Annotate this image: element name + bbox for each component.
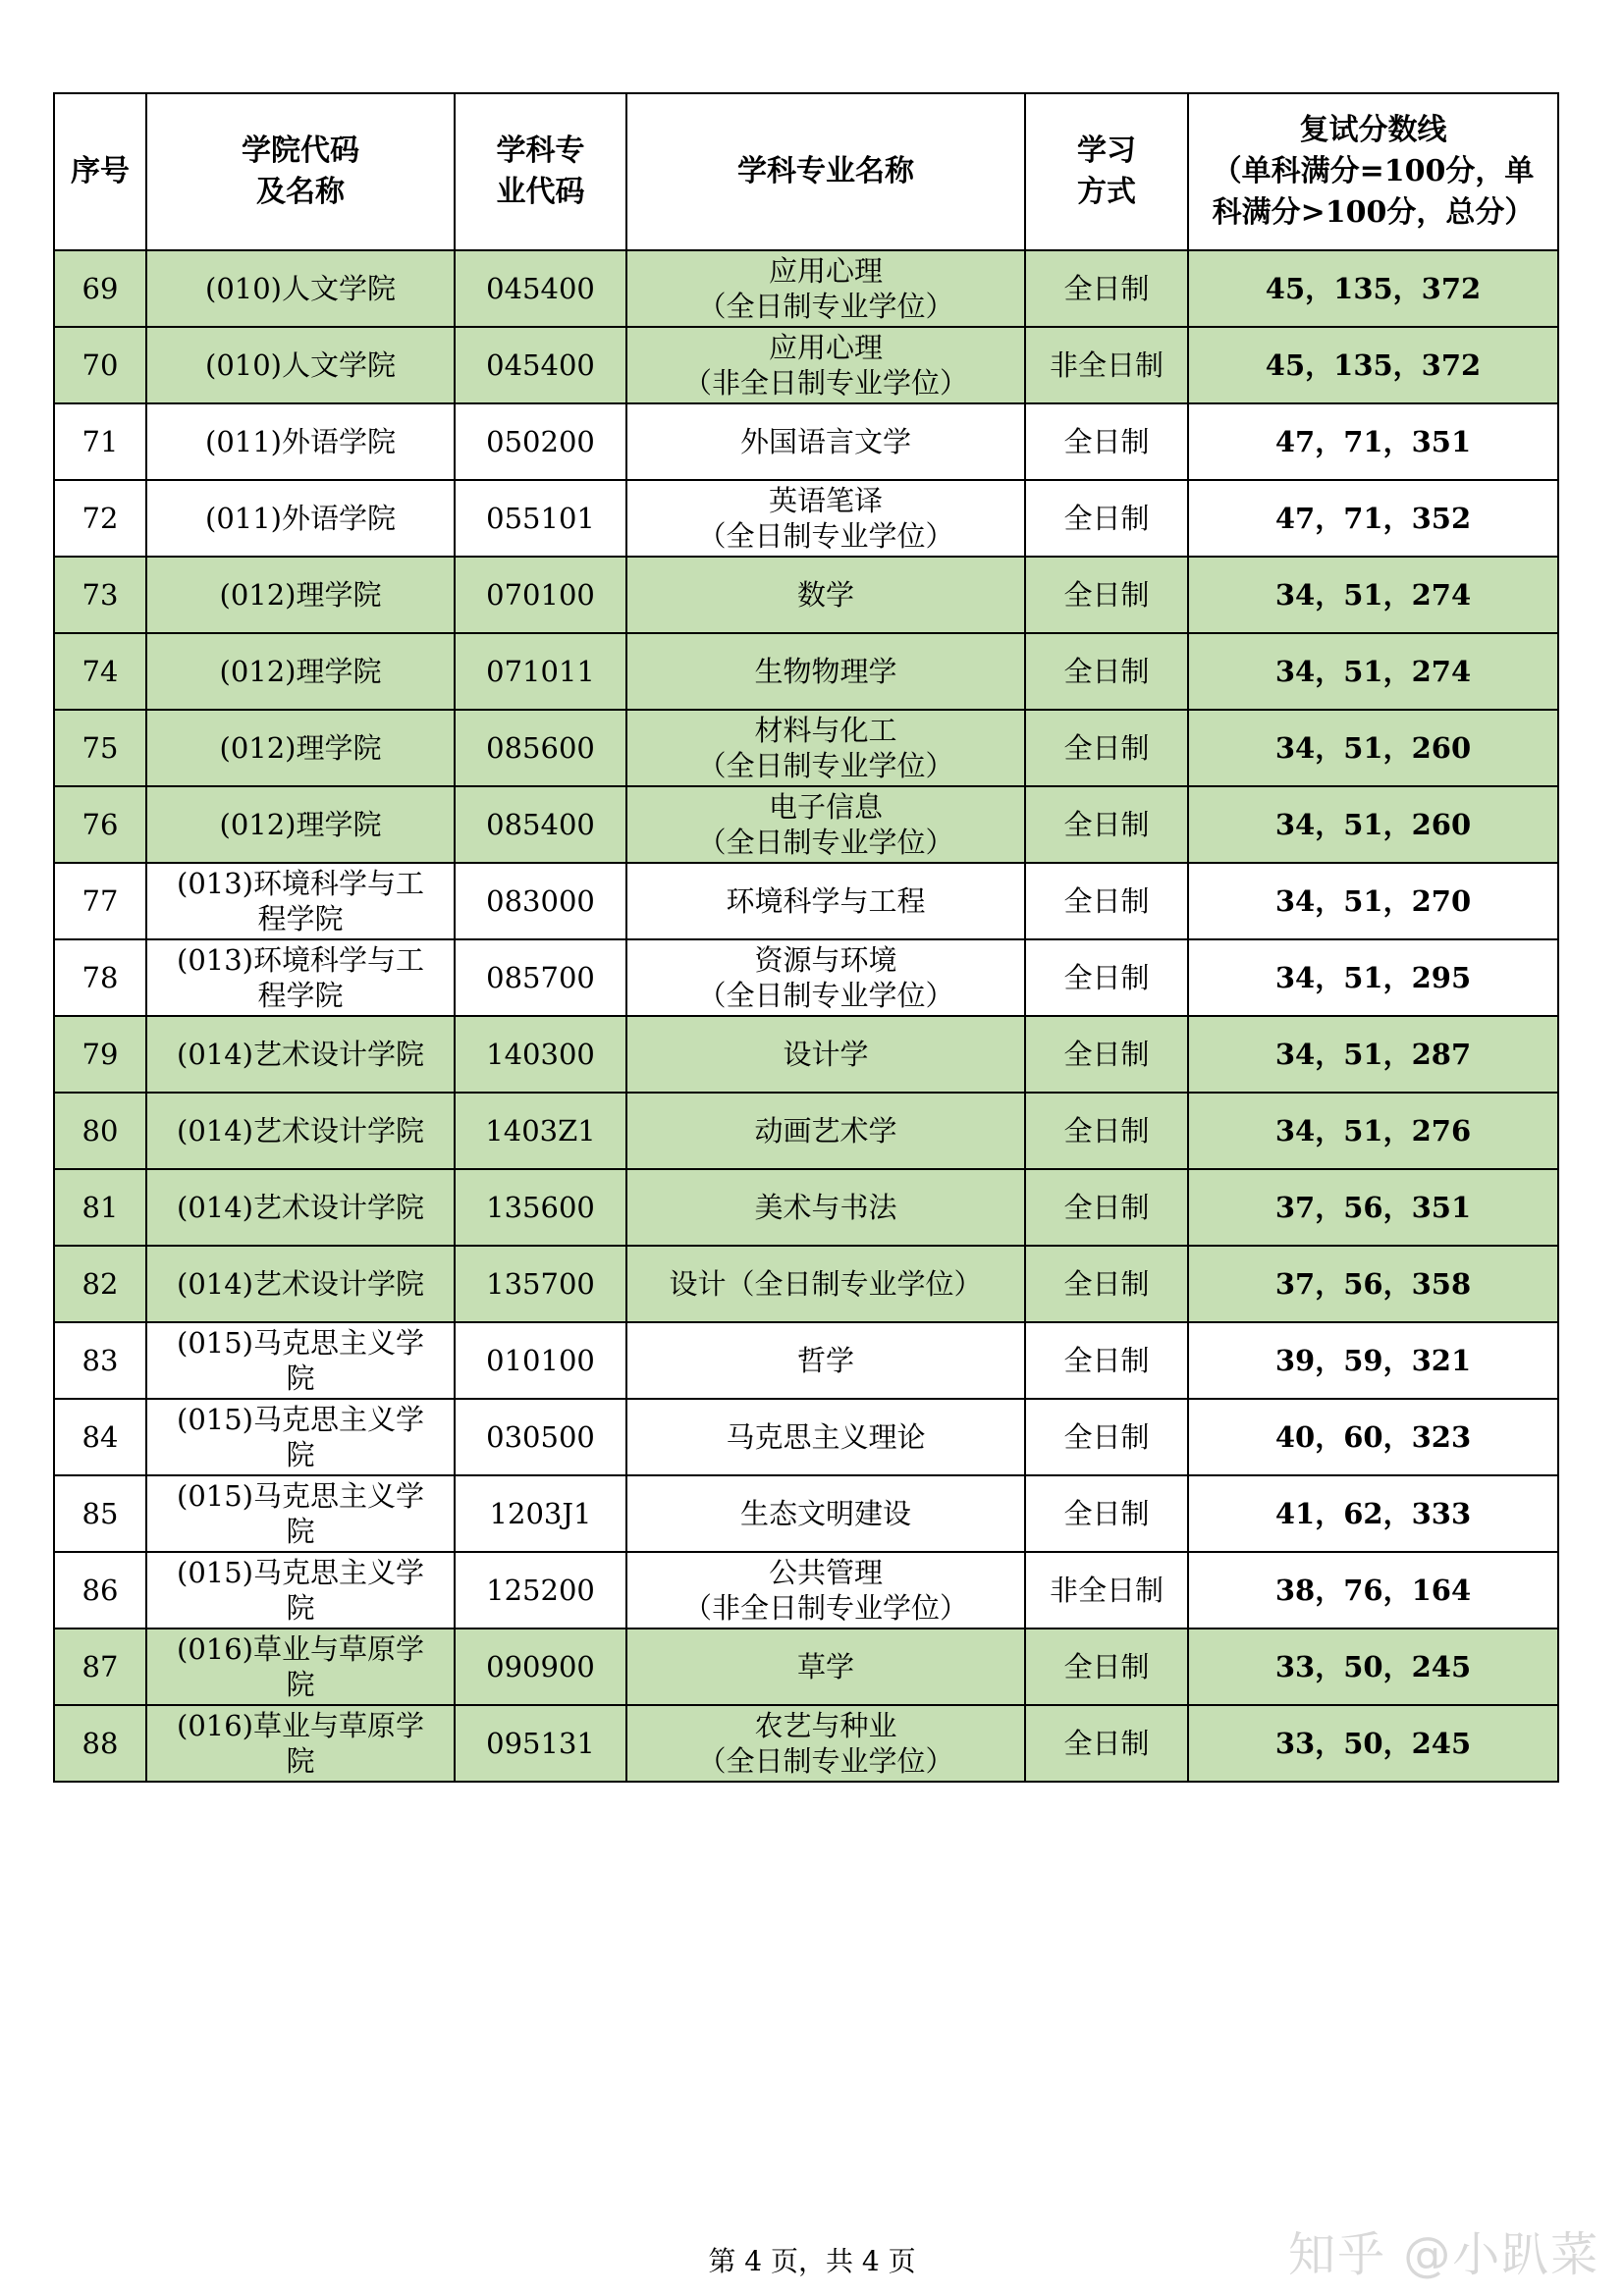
score-cell	[1188, 939, 1558, 1016]
watermark: 知乎 @小趴菜	[1288, 2227, 1600, 2282]
study-mode-cell	[1025, 1475, 1188, 1552]
cell-text: 39，59，321	[1274, 1344, 1472, 1377]
cell-text: 85	[81, 1497, 119, 1530]
header-score-line: 复试分数线 （单科满分=100分，单 科满分>100分，总分）	[1188, 93, 1558, 250]
cell-text: （全日制专业学位）	[697, 290, 954, 323]
cell-text: 生态文明建设	[739, 1497, 911, 1530]
score-cell	[1188, 1246, 1558, 1322]
score-cell	[1188, 1475, 1558, 1552]
college-cell	[146, 327, 455, 403]
seq-cell	[54, 250, 146, 327]
score-cell	[1188, 327, 1558, 403]
cell-text: (013)环境科学与工	[177, 943, 424, 977]
table-row	[54, 557, 1558, 633]
score-cell	[1188, 633, 1558, 710]
study-mode-cell	[1025, 939, 1188, 1016]
cell-text: 全日制	[1063, 1497, 1150, 1530]
score-cell	[1188, 557, 1558, 633]
cell-text: 34，51，295	[1274, 961, 1472, 994]
cell-text: 010100	[486, 1344, 595, 1377]
cell-text: 083000	[486, 884, 595, 918]
retest-score-table	[53, 92, 1559, 1783]
cell-text: (015)马克思主义学	[177, 1326, 424, 1360]
cell-text: 135700	[486, 1267, 595, 1301]
cell-text: 75	[81, 731, 119, 765]
cell-text: 全日制	[1063, 272, 1150, 305]
score-cell	[1188, 1552, 1558, 1629]
study-mode-cell	[1025, 710, 1188, 786]
cell-text: 院	[286, 1744, 315, 1778]
seq-cell	[54, 1246, 146, 1322]
table-row	[54, 786, 1558, 863]
cell-text: （全日制专业学位）	[697, 1744, 954, 1778]
cell-text: 80	[81, 1114, 119, 1148]
cell-text: 140300	[486, 1038, 595, 1071]
cell-text: （全日制专业学位）	[697, 826, 954, 859]
major-code-cell	[455, 786, 626, 863]
cell-text: 085700	[486, 961, 595, 994]
cell-text: 全日制	[1063, 1114, 1150, 1148]
seq-cell	[54, 1629, 146, 1705]
cell-text: 全日制	[1063, 1267, 1150, 1301]
score-cell	[1188, 863, 1558, 939]
cell-text: （非全日制专业学位）	[682, 1591, 968, 1625]
cell-text: 公共管理	[768, 1556, 883, 1589]
cell-text: 院	[286, 1362, 315, 1395]
cell-text: 78	[81, 961, 119, 994]
score-cell	[1188, 1322, 1558, 1399]
cell-text: 英语笔译	[768, 484, 883, 517]
major-code-cell	[455, 403, 626, 480]
cell-text: (015)马克思主义学	[177, 1556, 424, 1589]
cell-text: 37，56，351	[1274, 1191, 1472, 1224]
cell-text: （非全日制专业学位）	[682, 366, 968, 400]
table-row	[54, 250, 1558, 327]
cell-text: (012)理学院	[219, 578, 382, 612]
cell-text: 33，50，245	[1274, 1727, 1472, 1760]
score-cell	[1188, 1169, 1558, 1246]
cell-text: 071011	[486, 655, 595, 688]
cell-text: 1403Z1	[485, 1114, 596, 1148]
cell-text: 农艺与种业	[754, 1709, 897, 1742]
cell-text: 设计（全日制专业学位）	[669, 1267, 983, 1301]
cell-text: 135600	[486, 1191, 595, 1224]
cell-text: 1203J1	[489, 1497, 592, 1530]
score-cell	[1188, 1705, 1558, 1782]
cell-text: (012)理学院	[219, 731, 382, 765]
major-name-cell	[626, 1629, 1025, 1705]
cell-text: 院	[286, 1668, 315, 1701]
table-row	[54, 633, 1558, 710]
major-name-cell	[626, 1322, 1025, 1399]
cell-text: 院	[286, 1515, 315, 1548]
cell-text: 美术与书法	[754, 1191, 897, 1224]
college-cell	[146, 1322, 455, 1399]
table-header-row	[54, 93, 1558, 250]
cell-text: (015)马克思主义学	[177, 1403, 424, 1436]
major-code-cell	[455, 1629, 626, 1705]
cell-text: 34，51，274	[1274, 655, 1472, 688]
cell-text: 87	[81, 1650, 119, 1683]
cell-text: 71	[81, 425, 119, 458]
cell-text: 34，51，270	[1274, 884, 1472, 918]
header-college: 学院代码 及名称	[146, 93, 455, 250]
cell-text: 34，51，260	[1274, 808, 1472, 841]
major-name-cell	[626, 1016, 1025, 1093]
cell-text: 设计学	[783, 1038, 869, 1071]
score-cell	[1188, 1093, 1558, 1169]
major-name-cell	[626, 1475, 1025, 1552]
major-code-cell	[455, 1246, 626, 1322]
major-code-cell	[455, 710, 626, 786]
cell-text: 全日制	[1063, 425, 1150, 458]
cell-text: （全日制专业学位）	[697, 979, 954, 1012]
seq-cell	[54, 1322, 146, 1399]
cell-text: 全日制	[1063, 1191, 1150, 1224]
college-cell	[146, 710, 455, 786]
table-row	[54, 1552, 1558, 1629]
study-mode-cell	[1025, 1246, 1188, 1322]
study-mode-cell	[1025, 327, 1188, 403]
score-cell	[1188, 480, 1558, 557]
cell-text: 全日制	[1063, 502, 1150, 535]
major-name-cell	[626, 1169, 1025, 1246]
cell-text: 84	[81, 1420, 119, 1454]
score-cell	[1188, 403, 1558, 480]
cell-text: 全日制	[1063, 1420, 1150, 1454]
major-name-cell	[626, 939, 1025, 1016]
cell-text: (016)草业与草原学	[177, 1709, 424, 1742]
cell-text: 非全日制	[1049, 348, 1164, 382]
seq-cell	[54, 1399, 146, 1475]
cell-text: 125200	[486, 1574, 595, 1607]
major-name-cell	[626, 480, 1025, 557]
seq-cell	[54, 710, 146, 786]
major-code-cell	[455, 1705, 626, 1782]
cell-text: (014)艺术设计学院	[177, 1038, 424, 1071]
major-code-cell	[455, 1169, 626, 1246]
cell-text: 40，60，323	[1274, 1420, 1472, 1454]
seq-cell	[54, 1705, 146, 1782]
cell-text: 34，51，274	[1274, 578, 1472, 612]
college-cell	[146, 480, 455, 557]
seq-cell	[54, 786, 146, 863]
cell-text: 81	[81, 1191, 119, 1224]
score-cell	[1188, 786, 1558, 863]
college-cell	[146, 1475, 455, 1552]
study-mode-cell	[1025, 480, 1188, 557]
cell-text: 74	[81, 655, 119, 688]
major-code-cell	[455, 863, 626, 939]
seq-cell	[54, 1016, 146, 1093]
score-cell	[1188, 710, 1558, 786]
study-mode-cell	[1025, 250, 1188, 327]
cell-text: 45，135，372	[1265, 272, 1482, 305]
cell-text: (010)人文学院	[205, 272, 396, 305]
college-cell	[146, 633, 455, 710]
cell-text: 草学	[796, 1650, 854, 1683]
college-cell	[146, 557, 455, 633]
cell-text: 数学	[796, 578, 854, 612]
study-mode-cell	[1025, 1169, 1188, 1246]
cell-text: 76	[81, 808, 119, 841]
cell-text: 085400	[486, 808, 595, 841]
major-code-cell	[455, 939, 626, 1016]
cell-text: 全日制	[1063, 808, 1150, 841]
cell-text: (011)外语学院	[205, 425, 396, 458]
table-row	[54, 939, 1558, 1016]
major-name-cell	[626, 1246, 1025, 1322]
college-cell	[146, 1399, 455, 1475]
major-code-cell	[455, 1475, 626, 1552]
major-code-cell	[455, 480, 626, 557]
major-code-cell	[455, 1093, 626, 1169]
cell-text: (016)草业与草原学	[177, 1632, 424, 1666]
cell-text: 79	[81, 1038, 119, 1071]
college-cell	[146, 1169, 455, 1246]
cell-text: (014)艺术设计学院	[177, 1114, 424, 1148]
college-cell	[146, 403, 455, 480]
table-row	[54, 1629, 1558, 1705]
cell-text: 院	[286, 1438, 315, 1471]
college-cell	[146, 1246, 455, 1322]
major-code-cell	[455, 250, 626, 327]
cell-text: 77	[81, 884, 119, 918]
cell-text: 085600	[486, 731, 595, 765]
cell-text: (010)人文学院	[205, 348, 396, 382]
cell-text: 070100	[486, 578, 595, 612]
cell-text: 生物物理学	[754, 655, 897, 688]
seq-cell	[54, 1169, 146, 1246]
study-mode-cell	[1025, 557, 1188, 633]
study-mode-cell	[1025, 1399, 1188, 1475]
cell-text: 045400	[486, 348, 595, 382]
cell-text: 外国语言文学	[739, 425, 911, 458]
study-mode-cell	[1025, 633, 1188, 710]
study-mode-cell	[1025, 786, 1188, 863]
major-code-cell	[455, 1399, 626, 1475]
cell-text: 73	[81, 578, 119, 612]
cell-text: 47，71，352	[1274, 502, 1472, 535]
header-study-mode: 学习 方式	[1025, 93, 1188, 250]
cell-text: 全日制	[1063, 655, 1150, 688]
study-mode-cell	[1025, 403, 1188, 480]
major-name-cell	[626, 250, 1025, 327]
major-code-cell	[455, 1322, 626, 1399]
cell-text: (012)理学院	[219, 655, 382, 688]
cell-text: 全日制	[1063, 1727, 1150, 1760]
cell-text: 34，51，260	[1274, 731, 1472, 765]
table-row	[54, 1322, 1558, 1399]
major-code-cell	[455, 327, 626, 403]
cell-text: 全日制	[1063, 578, 1150, 612]
table-row	[54, 480, 1558, 557]
cell-text: (012)理学院	[219, 808, 382, 841]
cell-text: 33，50，245	[1274, 1650, 1472, 1683]
college-cell	[146, 1016, 455, 1093]
college-cell	[146, 939, 455, 1016]
table-row	[54, 327, 1558, 403]
cell-text: 全日制	[1063, 884, 1150, 918]
score-cell	[1188, 1629, 1558, 1705]
table-row	[54, 863, 1558, 939]
college-cell	[146, 1552, 455, 1629]
cell-text: 090900	[486, 1650, 595, 1683]
major-code-cell	[455, 1016, 626, 1093]
table-row	[54, 1093, 1558, 1169]
table-row	[54, 1399, 1558, 1475]
major-name-cell	[626, 1552, 1025, 1629]
seq-cell	[54, 939, 146, 1016]
cell-text: 哲学	[796, 1344, 854, 1377]
table-row	[54, 1475, 1558, 1552]
table-row	[54, 403, 1558, 480]
major-name-cell	[626, 1705, 1025, 1782]
college-cell	[146, 250, 455, 327]
seq-cell	[54, 633, 146, 710]
cell-text: 环境科学与工程	[726, 884, 926, 918]
study-mode-cell	[1025, 1552, 1188, 1629]
cell-text: (015)马克思主义学	[177, 1479, 424, 1513]
college-cell	[146, 1705, 455, 1782]
cell-text: 全日制	[1063, 731, 1150, 765]
cell-text: 应用心理	[768, 331, 883, 364]
study-mode-cell	[1025, 1016, 1188, 1093]
cell-text: (014)艺术设计学院	[177, 1267, 424, 1301]
table-row	[54, 1169, 1558, 1246]
cell-text: 全日制	[1063, 1038, 1150, 1071]
cell-text: 34，51，287	[1274, 1038, 1472, 1071]
cell-text: (011)外语学院	[205, 502, 396, 535]
cell-text: （全日制专业学位）	[697, 519, 954, 553]
study-mode-cell	[1025, 1322, 1188, 1399]
cell-text: (013)环境科学与工	[177, 867, 424, 900]
major-name-cell	[626, 327, 1025, 403]
cell-text: 程学院	[257, 902, 344, 935]
cell-text: (014)艺术设计学院	[177, 1191, 424, 1224]
major-name-cell	[626, 1399, 1025, 1475]
cell-text: 资源与环境	[754, 943, 897, 977]
major-name-cell	[626, 786, 1025, 863]
college-cell	[146, 1093, 455, 1169]
cell-text: 47，71，351	[1274, 425, 1472, 458]
cell-text: 全日制	[1063, 961, 1150, 994]
cell-text: 86	[81, 1574, 119, 1607]
major-name-cell	[626, 403, 1025, 480]
page-number: 第 4 页，共 4 页	[708, 2245, 916, 2277]
cell-text: 电子信息	[768, 790, 883, 824]
cell-text: 45，135，372	[1265, 348, 1482, 382]
study-mode-cell	[1025, 863, 1188, 939]
cell-text: 应用心理	[768, 254, 883, 288]
cell-text: 38，76，164	[1274, 1574, 1472, 1607]
table-row	[54, 1016, 1558, 1093]
seq-cell	[54, 1552, 146, 1629]
college-cell	[146, 786, 455, 863]
table-row	[54, 1705, 1558, 1782]
cell-text: 全日制	[1063, 1650, 1150, 1683]
cell-text: 83	[81, 1344, 119, 1377]
seq-cell	[54, 1093, 146, 1169]
seq-cell	[54, 1475, 146, 1552]
cell-text: 院	[286, 1591, 315, 1625]
cell-text: 055101	[486, 502, 595, 535]
cell-text: 88	[81, 1727, 119, 1760]
header-seq: 序号	[54, 93, 146, 250]
seq-cell	[54, 403, 146, 480]
major-name-cell	[626, 710, 1025, 786]
cell-text: 69	[81, 272, 119, 305]
cell-text: 动画艺术学	[754, 1114, 897, 1148]
header-major-name: 学科专业名称	[626, 93, 1025, 250]
study-mode-cell	[1025, 1705, 1188, 1782]
cell-text: 030500	[486, 1420, 595, 1454]
cell-text: 82	[81, 1267, 119, 1301]
cell-text: （全日制专业学位）	[697, 749, 954, 782]
table-body	[54, 250, 1558, 1782]
cell-text: 045400	[486, 272, 595, 305]
cell-text: 41，62，333	[1274, 1497, 1472, 1530]
major-name-cell	[626, 1093, 1025, 1169]
major-code-cell	[455, 633, 626, 710]
major-name-cell	[626, 557, 1025, 633]
major-name-cell	[626, 863, 1025, 939]
cell-text: 程学院	[257, 979, 344, 1012]
table-row	[54, 710, 1558, 786]
seq-cell	[54, 327, 146, 403]
cell-text: 70	[81, 348, 119, 382]
cell-text: 095131	[486, 1727, 595, 1760]
major-code-cell	[455, 557, 626, 633]
score-cell	[1188, 250, 1558, 327]
college-cell	[146, 863, 455, 939]
seq-cell	[54, 863, 146, 939]
study-mode-cell	[1025, 1629, 1188, 1705]
cell-text: 050200	[486, 425, 595, 458]
score-cell	[1188, 1399, 1558, 1475]
cell-text: 马克思主义理论	[726, 1420, 926, 1454]
college-cell	[146, 1629, 455, 1705]
cell-text: 37，56，358	[1274, 1267, 1472, 1301]
cell-text: 全日制	[1063, 1344, 1150, 1377]
major-name-cell	[626, 633, 1025, 710]
major-code-cell	[455, 1552, 626, 1629]
seq-cell	[54, 480, 146, 557]
cell-text: 72	[81, 502, 119, 535]
cell-text: 非全日制	[1049, 1574, 1164, 1607]
cell-text: 材料与化工	[754, 714, 897, 747]
header-major-code: 学科专 业代码	[455, 93, 626, 250]
score-cell	[1188, 1016, 1558, 1093]
study-mode-cell	[1025, 1093, 1188, 1169]
seq-cell	[54, 557, 146, 633]
table-row	[54, 1246, 1558, 1322]
cell-text: 34，51，276	[1274, 1114, 1472, 1148]
